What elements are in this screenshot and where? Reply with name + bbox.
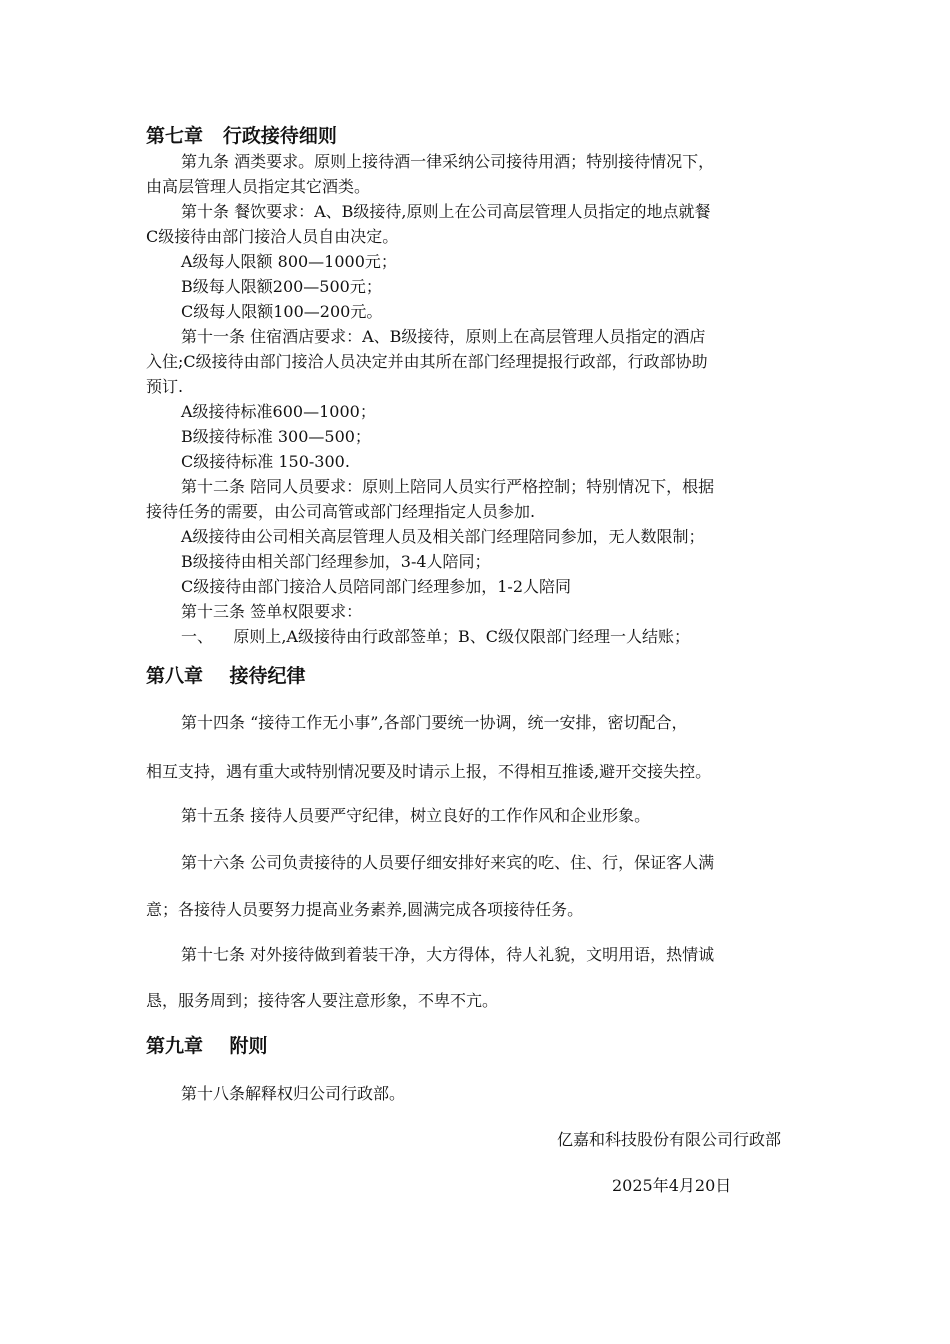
paragraph-line: 入住;C级接待由部门接洽人员决定并由其所在部门经理提报行政部，行政部协助 — [146, 352, 708, 371]
signature-date: 2025年4月20日 — [612, 1176, 732, 1195]
chapter-7-heading: 第七章 行政接待细则 — [146, 125, 337, 147]
paragraph-line: 第十二条 陪同人员要求：原则上陪同人员实行严格控制；特别情况下，根据 — [181, 477, 715, 496]
paragraph-line: 恳，服务周到；接待客人要注意形象，不卑不亢。 — [146, 991, 499, 1010]
paragraph-line: B级接待由相关部门经理参加，3-4人陪同； — [181, 552, 491, 571]
paragraph-line: 第十六条 公司负责接待的人员要仔细安排好来宾的吃、住、行，保证客人满 — [181, 853, 715, 872]
paragraph-line: 第九条 酒类要求。原则上接待酒一律采纳公司接待用酒；特别接待情况下， — [181, 152, 715, 171]
paragraph-line: C级接待由部门接洽人员自由决定。 — [146, 227, 399, 246]
paragraph-line: 第十一条 住宿酒店要求：A、B级接待，原则上在高层管理人员指定的酒店 — [181, 327, 706, 346]
paragraph-line: 第十三条 签单权限要求： — [181, 602, 363, 621]
paragraph-line: A级接待标准600—1000； — [181, 402, 376, 421]
paragraph-line: 第十八条解释权归公司行政部。 — [181, 1084, 406, 1103]
paragraph-line: 相互支持，遇有重大或特别情况要及时请示上报，不得相互推诿,避开交接失控。 — [146, 762, 712, 781]
paragraph-line: 接待任务的需要，由公司高管或部门经理指定人员参加. — [146, 502, 536, 521]
paragraph-line: 第十条 餐饮要求：A、B级接待,原则上在公司高层管理人员指定的地点就餐 — [181, 202, 711, 221]
paragraph-line: 第十五条 接待人员要严守纪律，树立良好的工作作风和企业形象。 — [181, 806, 651, 825]
paragraph-line: C级每人限额100—200元。 — [181, 302, 383, 321]
paragraph-line: 预订. — [146, 377, 184, 396]
paragraph-line: A级每人限额 800—1000元； — [181, 252, 397, 271]
paragraph-line: A级接待由公司相关高层管理人员及相关部门经理陪同参加，无人数限制； — [181, 527, 705, 546]
signature-organization: 亿嘉和科技股份有限公司行政部 — [557, 1130, 782, 1149]
paragraph-line: 第十四条 “接待工作无小事”,各部门要统一协调，统一安排，密切配合， — [181, 713, 688, 732]
paragraph-line: 一、 原则上,A级接待由行政部签单；B、C级仅限部门经理一人结账； — [181, 627, 690, 646]
chapter-8-heading: 第八章 接待纪律 — [146, 665, 306, 687]
paragraph-line: C级接待由部门接洽人员陪同部门经理参加，1-2人陪同 — [181, 577, 572, 596]
paragraph-line: B级接待标准 300—500； — [181, 427, 371, 446]
paragraph-line: C级接待标准 150-300. — [181, 452, 350, 471]
chapter-9-heading: 第九章 附则 — [146, 1035, 268, 1057]
paragraph-line: 第十七条 对外接待做到着装干净，大方得体，待人礼貌，文明用语，热情诚 — [181, 945, 715, 964]
paragraph-line: B级每人限额200—500元； — [181, 277, 382, 296]
paragraph-line: 由高层管理人员指定其它酒类。 — [146, 177, 371, 196]
paragraph-line: 意；各接待人员要努力提高业务素养,圆满完成各项接待任务。 — [146, 900, 584, 919]
